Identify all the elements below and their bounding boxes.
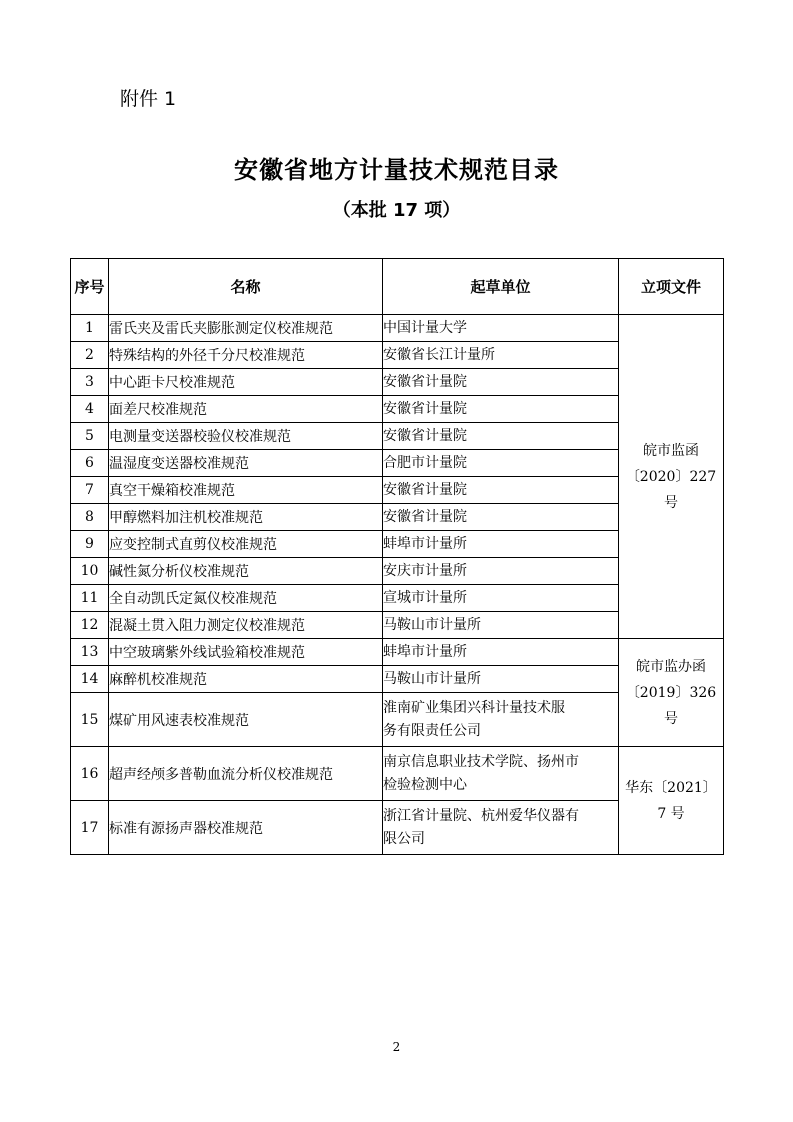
drafting-unit — [383, 612, 619, 639]
drafting-unit — [383, 801, 619, 855]
specification-catalog-table — [70, 258, 724, 855]
drafting-unit — [383, 423, 619, 450]
drafting-unit-line: 安徽省计量院 — [383, 400, 467, 417]
drafting-unit-line: 安徽省长江计量所 — [383, 346, 495, 363]
row-number: 6 — [71, 450, 109, 477]
document-subtitle: （本批 17 项） — [332, 200, 461, 221]
drafting-unit-line: 务有限责任公司 — [383, 722, 481, 739]
spec-name: 甲醇燃料加注机校准规范 — [109, 504, 383, 531]
header-drafting-unit: 起草单位 — [383, 259, 619, 315]
drafting-unit-line: 安徽省计量院 — [383, 481, 467, 498]
header-name: 名称 — [109, 259, 383, 315]
drafting-unit-line: 中国计量大学 — [383, 319, 467, 336]
drafting-unit — [383, 396, 619, 423]
row-number: 3 — [71, 369, 109, 396]
drafting-unit-line: 安庆市计量所 — [383, 562, 467, 579]
row-number: 15 — [71, 693, 109, 747]
spec-name: 电测量变送器校验仪校准规范 — [109, 423, 383, 450]
table-row — [71, 639, 724, 666]
drafting-unit — [383, 315, 619, 342]
spec-name: 特殊结构的外径千分尺校准规范 — [109, 342, 383, 369]
drafting-unit-line: 蚌埠市计量所 — [383, 643, 467, 660]
drafting-unit-line: 淮南矿业集团兴科计量技术服 — [383, 699, 565, 716]
table-header-row — [71, 259, 724, 315]
project-file-line: 皖市监函 — [643, 442, 699, 459]
row-number: 17 — [71, 801, 109, 855]
drafting-unit-line: 安徽省计量院 — [383, 373, 467, 390]
spec-name: 面差尺校准规范 — [109, 396, 383, 423]
header-serial-number: 序号 — [71, 259, 109, 315]
drafting-unit — [383, 666, 619, 693]
document-title: 安徽省地方计量技术规范目录 — [234, 156, 559, 184]
row-number: 11 — [71, 585, 109, 612]
spec-name: 应变控制式直剪仪校准规范 — [109, 531, 383, 558]
project-file-line: 号 — [664, 710, 678, 727]
row-number: 4 — [71, 396, 109, 423]
spec-name: 中空玻璃紫外线试验箱校准规范 — [109, 639, 383, 666]
project-file-cell — [619, 639, 724, 747]
spec-name: 麻醉机校准规范 — [109, 666, 383, 693]
row-number: 8 — [71, 504, 109, 531]
row-number: 16 — [71, 747, 109, 801]
drafting-unit — [383, 693, 619, 747]
drafting-unit — [383, 477, 619, 504]
drafting-unit — [383, 747, 619, 801]
row-number: 2 — [71, 342, 109, 369]
row-number: 1 — [71, 315, 109, 342]
spec-name: 标准有源扬声器校准规范 — [109, 801, 383, 855]
spec-name: 全自动凯氏定氮仪校准规范 — [109, 585, 383, 612]
spec-name: 煤矿用风速表校准规范 — [109, 693, 383, 747]
row-number: 7 — [71, 477, 109, 504]
spec-name: 温湿度变送器校准规范 — [109, 450, 383, 477]
spec-name: 真空干燥箱校准规范 — [109, 477, 383, 504]
drafting-unit-line: 检验检测中心 — [383, 776, 467, 793]
spec-name: 碱性氮分析仪校准规范 — [109, 558, 383, 585]
drafting-unit-line: 宣城市计量所 — [383, 589, 467, 606]
project-file-line: 7 号 — [657, 805, 685, 822]
project-file-cell — [619, 315, 724, 639]
drafting-unit-line: 限公司 — [383, 830, 425, 847]
drafting-unit — [383, 504, 619, 531]
project-file-line: 〔2019〕326 — [625, 684, 717, 701]
table-row — [71, 315, 724, 342]
drafting-unit — [383, 558, 619, 585]
drafting-unit-line: 马鞍山市计量所 — [383, 670, 481, 687]
drafting-unit-line: 南京信息职业技术学院、扬州市 — [383, 753, 579, 770]
row-number: 13 — [71, 639, 109, 666]
table-row — [71, 747, 724, 801]
drafting-unit — [383, 585, 619, 612]
row-number: 14 — [71, 666, 109, 693]
drafting-unit-line: 蚌埠市计量所 — [383, 535, 467, 552]
project-file-line: 华东〔2021〕 — [625, 779, 717, 796]
project-file-line: 〔2020〕227 — [625, 468, 717, 485]
drafting-unit — [383, 342, 619, 369]
header-project-file: 立项文件 — [619, 259, 724, 315]
row-number: 10 — [71, 558, 109, 585]
project-file-line: 皖市监办函 — [636, 658, 706, 675]
drafting-unit-line: 马鞍山市计量所 — [383, 616, 481, 633]
spec-name: 中心距卡尺校准规范 — [109, 369, 383, 396]
project-file-line: 号 — [664, 494, 678, 511]
drafting-unit — [383, 531, 619, 558]
page-number: 2 — [392, 1040, 401, 1054]
row-number: 9 — [71, 531, 109, 558]
drafting-unit — [383, 639, 619, 666]
drafting-unit-line: 合肥市计量院 — [383, 454, 467, 471]
project-file-cell — [619, 747, 724, 855]
spec-name: 雷氏夹及雷氏夹膨胀测定仪校准规范 — [109, 315, 383, 342]
drafting-unit — [383, 369, 619, 396]
drafting-unit-line: 安徽省计量院 — [383, 427, 467, 444]
spec-name: 超声经颅多普勒血流分析仪校准规范 — [109, 747, 383, 801]
row-number: 12 — [71, 612, 109, 639]
attachment-label: 附件 1 — [120, 88, 177, 110]
drafting-unit — [383, 450, 619, 477]
spec-name: 混凝土贯入阻力测定仪校准规范 — [109, 612, 383, 639]
drafting-unit-line: 安徽省计量院 — [383, 508, 467, 525]
drafting-unit-line: 浙江省计量院、杭州爱华仪器有 — [383, 807, 579, 824]
row-number: 5 — [71, 423, 109, 450]
